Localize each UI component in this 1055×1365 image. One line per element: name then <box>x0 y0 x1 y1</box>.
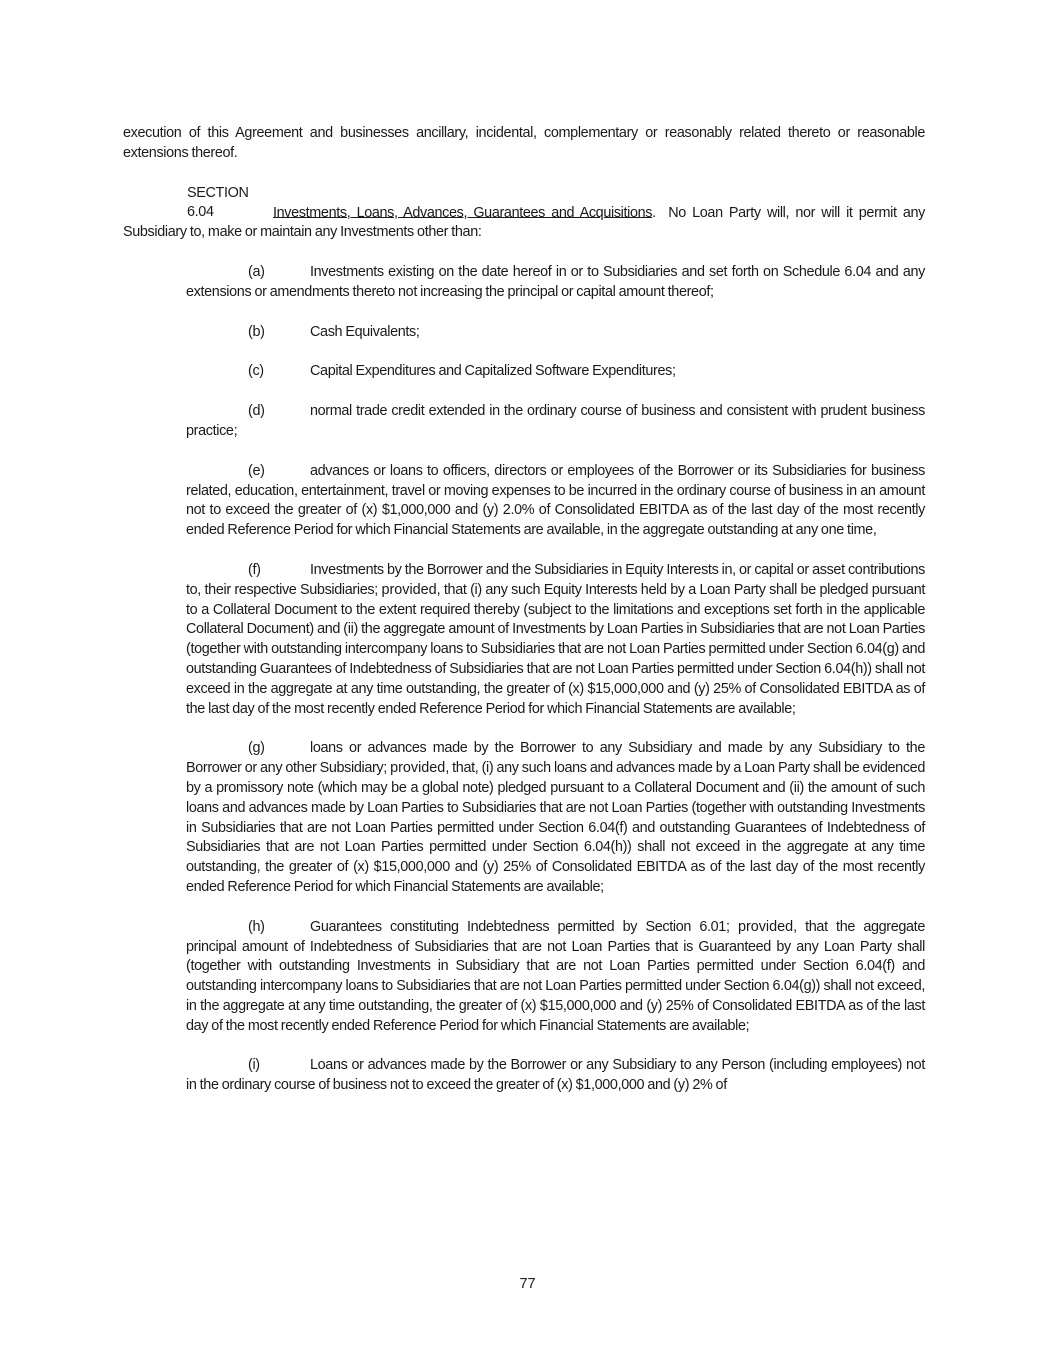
intro-paragraph: execution of this Agreement and businesses ancillary, incidental, complementary or reasonably related thereto or reasonable extensions thereof. <box>123 125 925 161</box>
clause-text-before: Guarantees constituting Indebtedness permitted by Section 6.01; <box>310 918 738 935</box>
clause-c <box>186 362 925 382</box>
clause-text: Cash Equivalents; <box>310 323 420 340</box>
section-text: No Loan Party will, nor will it permit any Subsidiary to, make or maintain any Investments other than: <box>123 204 929 241</box>
section-heading-punct: . <box>652 204 656 221</box>
clause-d <box>186 402 925 442</box>
clause-text: Loans or advances made by the Borrower or any Subsidiary to any Person (including employees) not in the ordinary course of business not to exceed the greater of (x) $1,000,000 and (y) 2% of <box>186 1057 925 1094</box>
clause-f <box>186 561 925 719</box>
page-number: 77 <box>519 1276 536 1292</box>
clause-label: (i) <box>248 1057 260 1074</box>
clause-text: Investments existing on the date hereof in or to Subsidiaries and set forth on Schedule 6.04 and any extensions or amendments thereto not increasing the principal or capital amount thereof; <box>186 263 925 300</box>
clause-text-after: , that, (i) any such loans and advances made by a Loan Party shall be evidenced by a promissory note (which may be a global note) pledged pursuant to a Collateral Document and (ii) the amount of such loans and advances made by Loan Parties to Subsidiaries that are not Loan Parties (together with outstanding Investments in Subsidiaries that are not Loan Parties permitted under Section 6.04(f) and outstanding Guarantees of Indebtedness of Subsidiaries that are not Loan Parties permitted under Section 6.04(h)) shall not exceed in the aggregate at any time outstanding, the greater of (x) $15,000,000 and (y) 25% of Consolidated EBITDA as of the last day of the most recently ended Reference Period for which Financial Statements are available; <box>186 760 925 895</box>
clause-text-after: , that (i) any such Equity Interests held by a Loan Party shall be pledged pursuant to a Collateral Document to the extent required thereby (subject to the limitations and exceptions set forth in the applicable Collateral Document) and (ii) the aggregate amount of Investments by Loan Parties in Subsidiaries that are not Loan Parties (together with outstanding intercompany loans to Subsidiaries that are not Loan Parties permitted under Section 6.04(g) and outstanding Guarantees of Indebtedness of Subsidiaries that are not Loan Parties permitted under Section 6.04(h)) shall not exceed in the aggregate at any time outstanding, the greater of (x) $15,000,000 and (y) 25% of Consolidated EBITDA as of the last day of the most recently ended Reference Period for which Financial Statements are available; <box>186 581 925 717</box>
provided-term: provided <box>737 918 794 935</box>
document-page <box>123 124 929 1116</box>
clause-label: (b) <box>248 323 265 340</box>
clause-label: (a) <box>248 263 265 280</box>
clause-g <box>186 739 925 897</box>
clause-label: (d) <box>248 403 265 420</box>
clause-text: Capital Expenditures and Capitalized Software Expenditures; <box>310 363 676 380</box>
clause-a <box>186 263 925 303</box>
clause-label: (g) <box>248 740 265 757</box>
clause-e <box>186 462 925 541</box>
clause-text: normal trade credit extended in the ordinary course of business and consistent with prudent business practice; <box>186 403 925 439</box>
clause-text-after: , that the aggregate principal amount of Indebtedness of Subsidiaries that are not Loan Parties that is Guaranteed by any Loan Party shall (together with outstanding Investments in Subsidiary that are not Loan Parties permitted under Section 6.04(f) and outstanding intercompany loans to Subsidiaries that are not Loan Parties permitted under Section 6.04(g)) shall not exceed, in the aggregate at any time outstanding, the greater of (x) $15,000,000 and (y) 25% of Consolidated EBITDA as of the last day of the most recently ended Reference Period for which Financial Statements are available; <box>186 918 925 1034</box>
clause-text: advances or loans to officers, directors or employees of the Borrower or its Subsidiaries for business related, education, entertainment, travel or moving expenses to be incurred in the ordinary course of business in an amount not to exceed the greater of (x) $1,000,000 and (y) 2.0% of Consolidated EBITDA as of the last day of the most recently ended Reference Period for which Financial Statements are available, in the aggregate outstanding at any one time, <box>186 462 925 539</box>
section-6-04-paragraph <box>123 184 929 243</box>
clause-text-before: Investments by the Borrower and the Subsidiaries in Equity Interests in, or capital or asset contributions to, their respective Subsidiaries; <box>186 561 925 598</box>
clause-i <box>186 1056 925 1096</box>
clause-label: (f) <box>248 561 261 578</box>
clause-label: (c) <box>248 363 264 380</box>
clause-label: (e) <box>248 462 265 479</box>
clause-label: (h) <box>248 918 265 935</box>
provided-term: provided <box>381 581 437 598</box>
clause-text-before: loans or advances made by the Borrower to any Subsidiary and made by any Subsidiary to the Borrower or any other Subsidiary; <box>186 740 925 777</box>
provided-term: provided <box>390 760 446 777</box>
clause-h <box>186 918 925 1037</box>
section-heading: Investments, Loans, Advances, Guarantees and Acquisitions <box>273 204 653 221</box>
section-label: SECTION 6.04 <box>187 184 249 221</box>
clause-b <box>186 323 925 343</box>
